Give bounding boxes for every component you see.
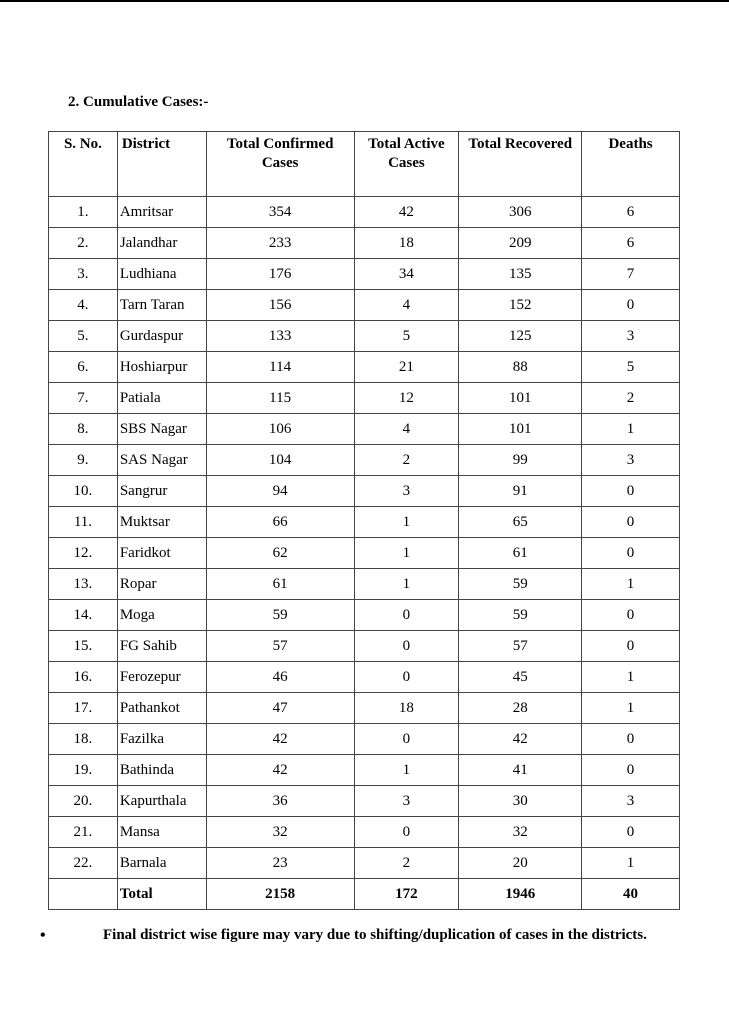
cell-sno: 20. — [49, 786, 118, 817]
cell-confirmed: 115 — [206, 383, 354, 414]
cell-recovered: 32 — [459, 817, 582, 848]
table-row — [49, 817, 680, 848]
cell-active: 1 — [354, 755, 459, 786]
cell-sno: 10. — [49, 476, 118, 507]
cell-district: Ropar — [117, 569, 206, 600]
cell-sno: 21. — [49, 817, 118, 848]
cell-deaths: 1 — [582, 414, 680, 445]
cell-recovered: 125 — [459, 321, 582, 352]
cell-deaths: 0 — [582, 755, 680, 786]
table-row — [49, 693, 680, 724]
cell-active: 4 — [354, 414, 459, 445]
table-row — [49, 569, 680, 600]
cell-confirmed: 176 — [206, 259, 354, 290]
table-header-row — [49, 132, 680, 197]
cell-active: 0 — [354, 631, 459, 662]
table-row — [49, 755, 680, 786]
cell-recovered: 30 — [459, 786, 582, 817]
header-total-recovered: Total Recovered — [459, 132, 582, 197]
cell-district: Pathankot — [117, 693, 206, 724]
cell-sno: 15. — [49, 631, 118, 662]
cell-district: Jalandhar — [117, 228, 206, 259]
cell-district: SAS Nagar — [117, 445, 206, 476]
table-row — [49, 445, 680, 476]
cell-confirmed: 59 — [206, 600, 354, 631]
cell-active: 42 — [354, 197, 459, 228]
cell-sno: 9. — [49, 445, 118, 476]
cell-sno: 5. — [49, 321, 118, 352]
cell-district: Fazilka — [117, 724, 206, 755]
cell-sno: 6. — [49, 352, 118, 383]
cell-recovered: 28 — [459, 693, 582, 724]
cell-active: 18 — [354, 228, 459, 259]
cell-district: Amritsar — [117, 197, 206, 228]
cell-confirmed: 233 — [206, 228, 354, 259]
cell-deaths: 0 — [582, 538, 680, 569]
cell-district: Total — [117, 879, 206, 910]
cell-deaths: 2 — [582, 383, 680, 414]
cell-district: Gurdaspur — [117, 321, 206, 352]
cell-recovered: 42 — [459, 724, 582, 755]
cell-deaths: 1 — [582, 848, 680, 879]
cell-sno: 19. — [49, 755, 118, 786]
table-row — [49, 414, 680, 445]
cell-sno: 16. — [49, 662, 118, 693]
header-total-active: Total Active Cases — [354, 132, 459, 197]
cell-deaths: 6 — [582, 197, 680, 228]
cell-confirmed: 42 — [206, 755, 354, 786]
cell-deaths: 1 — [582, 693, 680, 724]
cell-deaths: 0 — [582, 290, 680, 321]
cell-recovered: 88 — [459, 352, 582, 383]
cell-deaths: 7 — [582, 259, 680, 290]
cell-recovered: 57 — [459, 631, 582, 662]
cell-recovered: 209 — [459, 228, 582, 259]
cell-confirmed: 32 — [206, 817, 354, 848]
cell-district: FG Sahib — [117, 631, 206, 662]
cell-recovered: 91 — [459, 476, 582, 507]
top-border-line — [0, 0, 729, 2]
cell-recovered: 59 — [459, 600, 582, 631]
cumulative-cases-table — [48, 131, 680, 910]
bullet-icon: • — [40, 927, 46, 944]
cell-recovered: 306 — [459, 197, 582, 228]
table-row — [49, 724, 680, 755]
cell-recovered: 101 — [459, 414, 582, 445]
cell-confirmed: 354 — [206, 197, 354, 228]
table-body — [49, 197, 680, 910]
table-row — [49, 290, 680, 321]
cell-active: 3 — [354, 786, 459, 817]
cell-district: Sangrur — [117, 476, 206, 507]
cell-active: 1 — [354, 538, 459, 569]
cell-recovered: 41 — [459, 755, 582, 786]
cell-deaths: 6 — [582, 228, 680, 259]
table-row — [49, 228, 680, 259]
cell-sno: 1. — [49, 197, 118, 228]
cell-confirmed: 94 — [206, 476, 354, 507]
cell-sno: 12. — [49, 538, 118, 569]
cell-district: Muktsar — [117, 507, 206, 538]
cell-confirmed: 23 — [206, 848, 354, 879]
cell-active: 5 — [354, 321, 459, 352]
cell-active: 1 — [354, 569, 459, 600]
header-deaths: Deaths — [582, 132, 680, 197]
cell-recovered: 135 — [459, 259, 582, 290]
cell-district: SBS Nagar — [117, 414, 206, 445]
cell-active: 3 — [354, 476, 459, 507]
cell-confirmed: 106 — [206, 414, 354, 445]
cell-active: 2 — [354, 445, 459, 476]
cell-sno: 4. — [49, 290, 118, 321]
cell-district: Mansa — [117, 817, 206, 848]
cell-deaths: 0 — [582, 476, 680, 507]
cell-sno: 22. — [49, 848, 118, 879]
cell-recovered: 152 — [459, 290, 582, 321]
cell-district: Ferozepur — [117, 662, 206, 693]
cell-confirmed: 47 — [206, 693, 354, 724]
cell-confirmed: 114 — [206, 352, 354, 383]
cell-district: Tarn Taran — [117, 290, 206, 321]
cell-recovered: 20 — [459, 848, 582, 879]
cell-deaths: 5 — [582, 352, 680, 383]
cell-confirmed: 2158 — [206, 879, 354, 910]
cell-deaths: 0 — [582, 507, 680, 538]
table-row — [49, 507, 680, 538]
cell-district: Barnala — [117, 848, 206, 879]
table-row — [49, 631, 680, 662]
table-row — [49, 786, 680, 817]
cell-sno: 17. — [49, 693, 118, 724]
cell-sno: 18. — [49, 724, 118, 755]
cell-deaths: 0 — [582, 600, 680, 631]
cell-sno: 8. — [49, 414, 118, 445]
cell-confirmed: 66 — [206, 507, 354, 538]
table-row — [49, 259, 680, 290]
cell-district: Faridkot — [117, 538, 206, 569]
cell-sno: 11. — [49, 507, 118, 538]
cell-deaths: 0 — [582, 724, 680, 755]
table-row — [49, 600, 680, 631]
section-heading: 2. Cumulative Cases:- — [68, 94, 209, 110]
cell-recovered: 65 — [459, 507, 582, 538]
cell-recovered: 61 — [459, 538, 582, 569]
cell-confirmed: 36 — [206, 786, 354, 817]
cell-active: 0 — [354, 817, 459, 848]
table-row — [49, 321, 680, 352]
cell-active: 2 — [354, 848, 459, 879]
cell-district: Moga — [117, 600, 206, 631]
table-row — [49, 848, 680, 879]
cell-sno: 3. — [49, 259, 118, 290]
cell-active: 12 — [354, 383, 459, 414]
cell-confirmed: 133 — [206, 321, 354, 352]
table-row — [49, 352, 680, 383]
cell-active: 172 — [354, 879, 459, 910]
header-total-confirmed: Total Confirmed Cases — [206, 132, 354, 197]
table-row — [49, 538, 680, 569]
cell-confirmed: 42 — [206, 724, 354, 755]
cell-deaths: 3 — [582, 445, 680, 476]
cell-deaths: 1 — [582, 569, 680, 600]
cell-district: Hoshiarpur — [117, 352, 206, 383]
cell-sno — [49, 879, 118, 910]
header-district: District — [117, 132, 206, 197]
table-row — [49, 383, 680, 414]
cell-active: 34 — [354, 259, 459, 290]
cell-deaths: 3 — [582, 786, 680, 817]
cell-deaths: 3 — [582, 321, 680, 352]
table-row — [49, 197, 680, 228]
cell-district: Kapurthala — [117, 786, 206, 817]
table-row — [49, 476, 680, 507]
cell-deaths: 40 — [582, 879, 680, 910]
cell-confirmed: 61 — [206, 569, 354, 600]
cell-deaths: 0 — [582, 631, 680, 662]
cell-confirmed: 156 — [206, 290, 354, 321]
cell-active: 0 — [354, 600, 459, 631]
cell-confirmed: 62 — [206, 538, 354, 569]
cell-active: 21 — [354, 352, 459, 383]
cell-sno: 7. — [49, 383, 118, 414]
cell-confirmed: 104 — [206, 445, 354, 476]
cell-recovered: 1946 — [459, 879, 582, 910]
cell-district: Patiala — [117, 383, 206, 414]
cell-confirmed: 57 — [206, 631, 354, 662]
cell-recovered: 59 — [459, 569, 582, 600]
cell-sno: 13. — [49, 569, 118, 600]
cell-district: Ludhiana — [117, 259, 206, 290]
cell-deaths: 0 — [582, 817, 680, 848]
cell-active: 4 — [354, 290, 459, 321]
cell-active: 0 — [354, 662, 459, 693]
cell-recovered: 45 — [459, 662, 582, 693]
table-row — [49, 662, 680, 693]
cell-sno: 14. — [49, 600, 118, 631]
cell-deaths: 1 — [582, 662, 680, 693]
cell-confirmed: 46 — [206, 662, 354, 693]
cell-recovered: 101 — [459, 383, 582, 414]
table-total-row — [49, 879, 680, 910]
cell-sno: 2. — [49, 228, 118, 259]
footnote-text: Final district wise figure may vary due to shifting/duplication of cases in the districts. — [103, 927, 647, 943]
cell-active: 1 — [354, 507, 459, 538]
header-sno: S. No. — [49, 132, 118, 197]
cell-recovered: 99 — [459, 445, 582, 476]
cell-active: 0 — [354, 724, 459, 755]
cell-district: Bathinda — [117, 755, 206, 786]
cell-active: 18 — [354, 693, 459, 724]
